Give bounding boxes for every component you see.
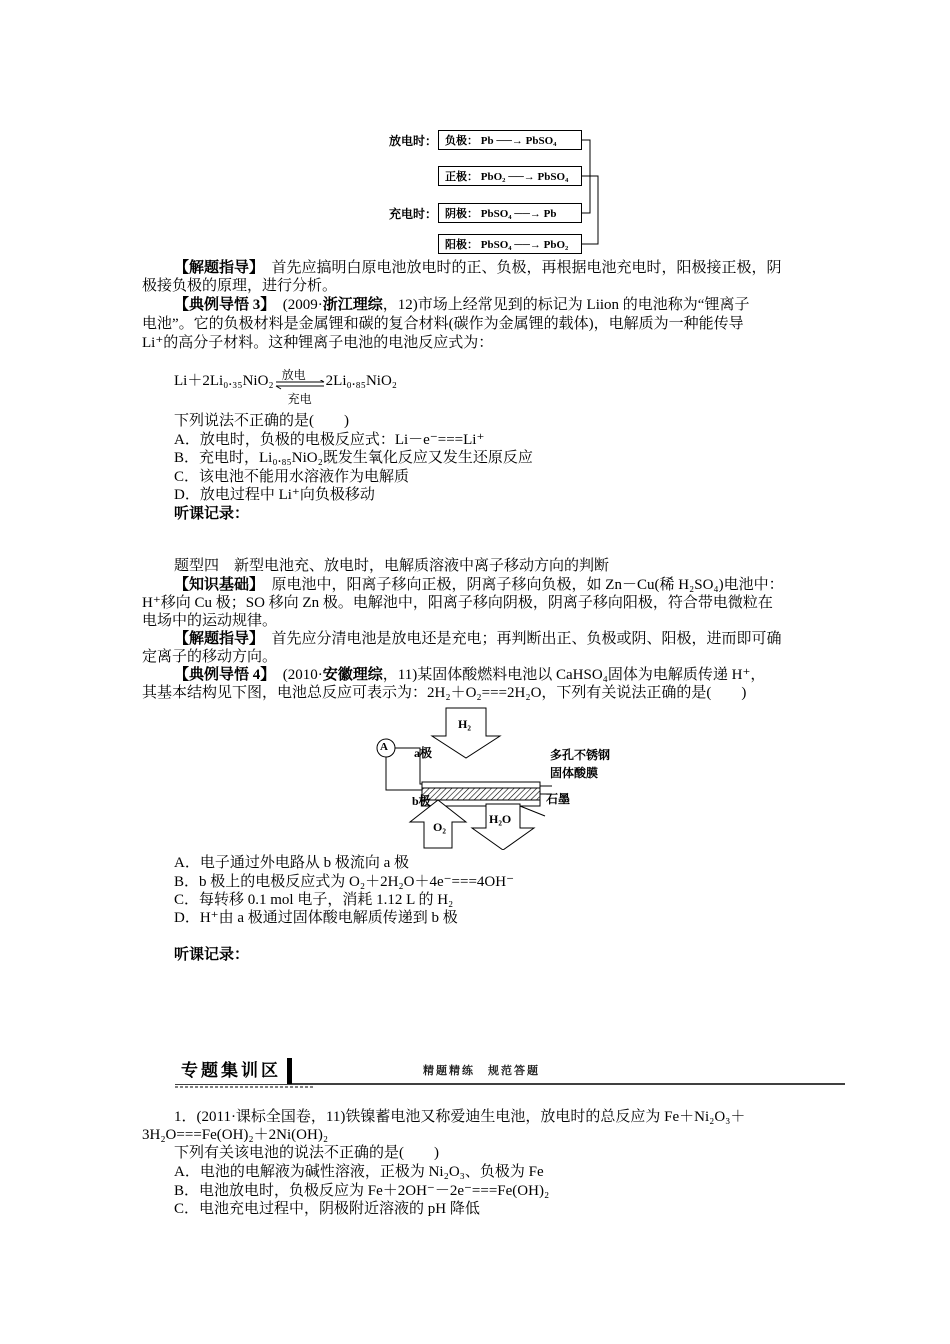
example-3-notes-label: 听课记录： bbox=[174, 506, 250, 522]
question-1-option-c: C．电池充电过程中，阴极附近溶液的 pH 降低 bbox=[174, 1201, 480, 1217]
example-4-notes-label: 听课记录： bbox=[174, 947, 250, 963]
example-3-option-b: B．充电时，Li₀.₈₅NiO₂既发生氧化反应又发生还原反应 bbox=[174, 450, 533, 466]
reversible-arrow bbox=[274, 368, 326, 406]
h2-label: H₂ bbox=[458, 717, 471, 731]
example-3-tag: 【典例导悟 3】 bbox=[174, 297, 268, 313]
membrane-layer bbox=[422, 788, 540, 800]
guide-tag: 【解题指导】 bbox=[174, 260, 257, 276]
example-3-text-1: 市场上经常见到的标记为 Liion 的电池称为“锂离子 bbox=[417, 297, 750, 313]
example-3-option-c: C．该电池不能用水溶液作为电解质 bbox=[174, 469, 410, 485]
example-4-source: 安徽理综 bbox=[322, 667, 383, 683]
knowledge-line-1 bbox=[174, 576, 784, 594]
example-4-option-c: C．每转移 0.1 mol 电子，消耗 1.12 L 的 H₂ bbox=[174, 892, 454, 908]
knowledge-tag: 【知识基础】 bbox=[174, 577, 257, 593]
type-4-title: 题型四 新型电池充、放电时，电解质溶液中离子移动方向的判断 bbox=[174, 558, 610, 574]
question-1-question: 下列有关该电池的说法不正确的是( ) bbox=[174, 1145, 439, 1161]
o2-label: O₂ bbox=[433, 820, 446, 834]
reaction-equation bbox=[174, 368, 398, 406]
example-3-line-1 bbox=[174, 296, 749, 314]
question-1-text-2: 3H₂O===Fe(OH)₂＋2Ni(OH)₂ bbox=[142, 1127, 329, 1143]
type-4-guide-text-2: 定离子的移动方向。 bbox=[142, 649, 278, 665]
graphite-label: 石墨 bbox=[546, 792, 571, 806]
example-4-line-1 bbox=[174, 666, 765, 684]
example-4-tag: 【典例导悟 4】 bbox=[174, 667, 268, 683]
question-1-option-a: A．电池的电解液为碱性溶液，正极为 Ni₂O₃、负极为 Fe bbox=[174, 1164, 544, 1180]
banner-title: 专题集训区 bbox=[175, 1058, 292, 1084]
a-pole-label: a极 bbox=[414, 746, 433, 760]
example-4-source-year: (2010· bbox=[282, 667, 323, 683]
knowledge-text-1: 原电池中，阳离子移向正极，阴离子移向负极，如 Zn－Cu(稀 H₂SO₄)电池中： bbox=[271, 577, 784, 593]
h2-arrow bbox=[432, 708, 500, 758]
membrane-label: 固体酸膜 bbox=[550, 766, 599, 780]
question-1-option-b: B．电池放电时，负极反应为 Fe＋2OH⁻－2e⁻===Fe(OH)₂ bbox=[174, 1183, 550, 1199]
knowledge-text-3: 电场中的运动规律。 bbox=[142, 613, 278, 629]
discharge-label: 放电时： bbox=[389, 134, 438, 148]
type-4-guide-line-1 bbox=[174, 630, 782, 648]
example-3-source-number: ，12) bbox=[382, 297, 418, 313]
example-3-source-year: (2009· bbox=[282, 297, 323, 313]
section-banner bbox=[175, 1058, 845, 1086]
equation-charge-label: 充电 bbox=[287, 392, 312, 406]
example-3-option-a: A．放电时，负极的电极反应式：Li－e⁻===Li⁺ bbox=[174, 432, 485, 448]
banner-subtitle: 精题精练 规范答题 bbox=[423, 1064, 540, 1077]
charge-label: 充电时： bbox=[389, 207, 438, 221]
example-4-text-2: 其基本结构见下图，电池总反应可表示为：2H₂＋O₂===2H₂O，下列有关说法正确的是( ) bbox=[142, 685, 747, 701]
connector-lines bbox=[580, 128, 602, 248]
equation-right: 2Li₀.₈₅NiO₂ bbox=[325, 373, 398, 389]
steel-label: 多孔不锈钢 bbox=[550, 748, 611, 762]
equation-discharge-label: 放电 bbox=[281, 368, 306, 382]
type-4-guide-tag: 【解题指导】 bbox=[174, 631, 257, 647]
h2o-label: H₂O bbox=[489, 812, 512, 826]
b-pole-label: b极 bbox=[412, 794, 431, 808]
example-3-text-3: Li⁺的高分子材料。这种锂离子电池的电池反应式为： bbox=[142, 335, 494, 351]
guide-text-2: 极接负极的原理，进行分析。 bbox=[142, 278, 338, 294]
ammeter-label: A bbox=[380, 741, 388, 753]
h2o-arrow bbox=[472, 804, 534, 850]
equation-left: Li＋2Li₀.₃₅NiO₂ bbox=[174, 373, 274, 389]
anode-discharge-box: 负极： Pb ──→ PbSO₄ bbox=[438, 130, 582, 150]
example-4-source-number: ，11) bbox=[382, 667, 418, 683]
example-4-option-b: B．b 极上的电极反应式为 O₂＋2H₂O＋4e⁻===4OH⁻ bbox=[174, 874, 514, 890]
cathode-charge-box: 阴极： PbSO₄ ──→ Pb bbox=[438, 203, 582, 223]
type-4-guide-text-1: 首先应分清电池是放电还是充电；再判断出正、负极或阴、阳极，进而即可确 bbox=[271, 631, 782, 647]
example-4-text-1: 某固体酸燃料电池以 CaHSO₄固体为电解质传递 H⁺， bbox=[417, 667, 766, 683]
guide-text-1: 首先应搞明白原电池放电时的正、负极，再根据电池充电时，阳极接正极，阴 bbox=[271, 260, 782, 276]
example-3-question: 下列说法不正确的是( ) bbox=[174, 413, 349, 429]
guide-paragraph-line-1 bbox=[174, 259, 782, 277]
example-3-text-2: 电池”。它的负极材料是金属锂和碳的复合材料(碳作为金属锂的载体)，电解质为一种能传导 bbox=[142, 316, 744, 332]
question-1-text-1: 1．(2011·课标全国卷，11)铁镍蓄电池又称爱迪生电池，放电时的总反应为 Fe＋Ni₂O₃＋ bbox=[174, 1109, 746, 1125]
example-4-option-d: D．H⁺由 a 极通过固体酸电解质传递到 b 极 bbox=[174, 910, 458, 926]
knowledge-text-2: H⁺移向 Cu 极；SO 移向 Zn 极。电解池中，阳离子移向阴极，阴离子移向阳极，符合带电微粒在 bbox=[142, 595, 773, 611]
example-4-option-a: A．电子通过外电路从 b 极流向 a 极 bbox=[174, 855, 409, 871]
cathode-discharge-box: 正极： PbO₂ ──→ PbSO₄ bbox=[438, 166, 582, 186]
example-3-source: 浙江理综 bbox=[322, 297, 383, 313]
anode-charge-box: 阳极： PbSO₄ ──→ PbO₂ bbox=[438, 234, 582, 254]
example-3-option-d: D．放电过程中 Li⁺向负极移动 bbox=[174, 487, 375, 503]
